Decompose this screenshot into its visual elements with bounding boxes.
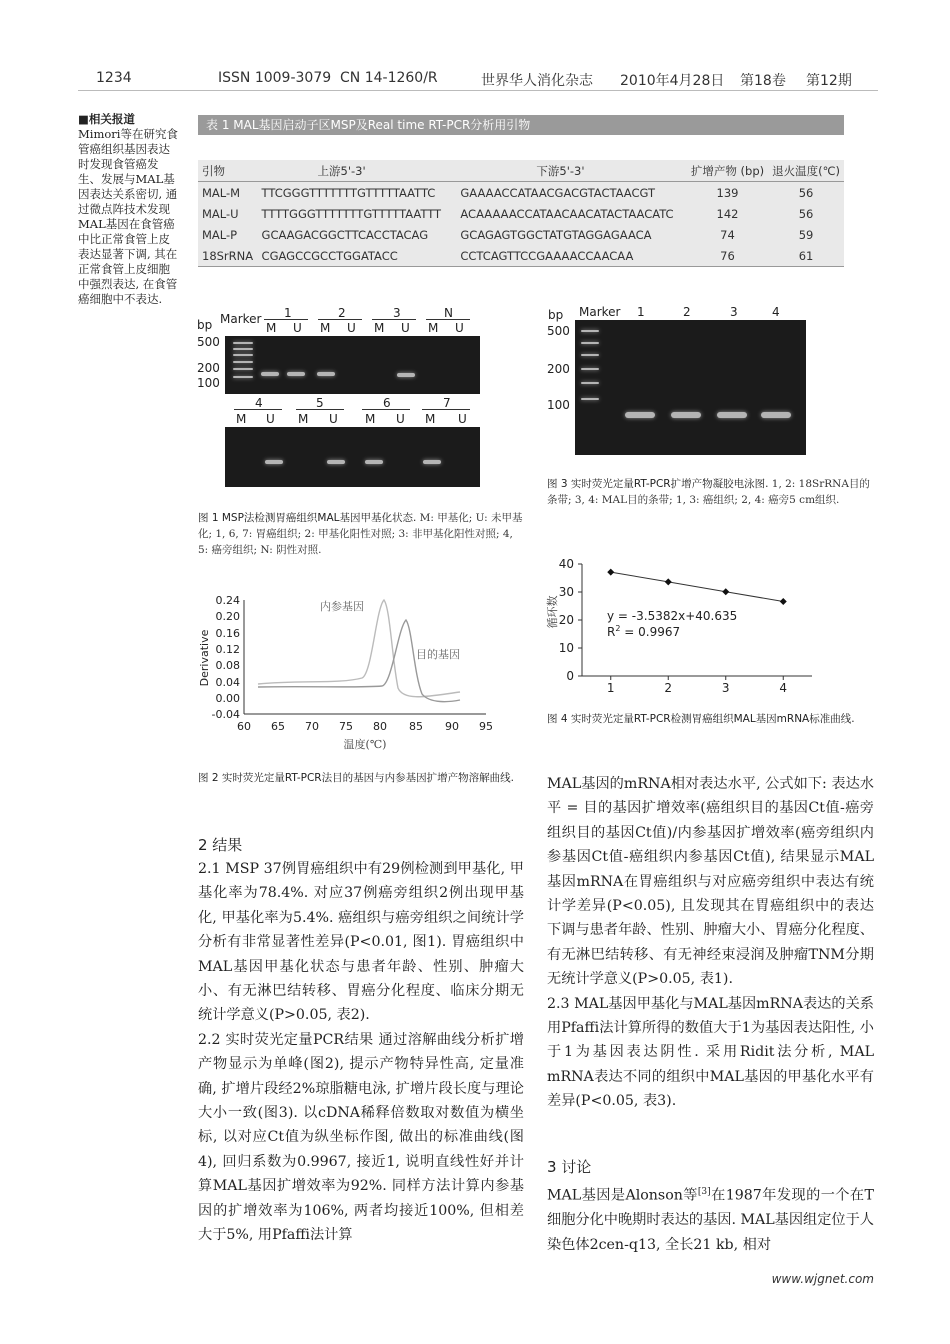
sample-band [365,460,383,464]
sample-band [397,373,415,377]
fig4-ytick-label: 20 [558,613,574,627]
ladder-band [233,354,253,356]
fig1-group-label: 3 [393,306,401,320]
primer-table [198,160,844,267]
sample-band [423,460,441,464]
cell-primer: MAL-P [202,227,238,242]
fig3-bp-label: bp [548,308,564,322]
fig3-lane-label: 1 [637,305,645,319]
fig4-r2 [607,624,680,639]
ladder-band [581,330,599,332]
fig2-ytick: -0.04 [211,708,240,721]
issn: ISSN 1009-3079 [218,70,332,86]
fig2-xtick: 95 [479,720,493,733]
fig4-data-point [722,588,729,595]
fig1-group-line [264,319,308,320]
fig4-ytick-label: 30 [558,585,574,599]
fig1-lane-m: M [236,412,247,426]
fig4-ytick-label: 0 [566,669,574,683]
fig4-data-point [780,598,787,605]
paragraph-2-3: 2.3 MAL基因甲基化与MAL基因mRNA表达的关系 用Pfaffi法计算所得的数值大于1为基因表达阳性, 小于1为基因表达阴性. 采用Ridit法分析, MAL mRNA表达不同的组织中MAL基因的甲基化水平有差异(P<0.05, 表3). [547,995,874,1110]
fig4-r2-value: = 0.9967 [620,625,681,639]
cell-primer: MAL-M [202,185,241,200]
fig2-ylabel: Derivative [198,629,211,687]
sample-band [287,372,305,376]
fig3-caption-text: 1, 2: 18SrRNA目的条带; 3, 4: MAL目的条带; 1, 3: 癌组织; 2, 4: 癌旁5 cm组织. [547,478,870,506]
cell-product: 142 [716,206,739,221]
fig3-lane-label: 2 [683,305,691,319]
fig2-ytick: 0.04 [215,676,240,689]
fig3-caption-title: 图 3 实时荧光定量RT-PCR扩增产物凝胶电泳图. [547,478,769,490]
fig1-group-label: N [444,306,453,320]
footer-url: www.wjgnet.com [771,1272,874,1286]
col-product: 扩增产物 (bp) [690,163,765,178]
ladder-band [581,342,599,344]
fig4-xtick-label: 2 [664,681,673,695]
table1-caption-bar [198,115,844,135]
fig3-ladder-200: 200 [547,362,570,376]
fig3-marker-label: Marker [579,305,621,319]
sidebar-title: ■相关报道 [78,112,135,126]
sample-band [671,412,701,418]
sidebar-text: Mimori等在研究食管癌组织基因表达时发现食管癌发生、发展与MAL基因表达关系密切, 通过微点阵技术发现MAL基因在食管癌中比正常食管上皮表达显著下调, 其在正常食管上皮细胞中强烈表达, 在食管癌细胞中不表达. [78,127,178,306]
sample-band [327,460,345,464]
fig1-lane-u: U [347,321,356,335]
page-header [78,68,878,91]
issue-number: 第12期 [806,73,852,89]
fig1-gel-top [225,336,480,394]
fig1-lane-u: U [458,412,467,426]
fig1-lane-m: M [365,412,376,426]
col-annealing: 退火温度(℃) [772,163,840,178]
fig1-group-line [422,409,470,410]
fig2-ytick: 0.24 [215,594,240,607]
cell-upstream: GCAAGACGGCTTCACCTACAG [261,227,429,242]
table1-caption: 表 1 MAL基因启动子区MSP及Real time RT-PCR分析用引物 [206,118,531,132]
fig1-group-label: 1 [284,306,292,320]
fig4-ylabel: 循环数 [546,595,559,629]
table-row [198,224,844,245]
cell-downstream: GAAAACCATAACGACGTACTAACGT [460,185,656,200]
fig4-xtick-label: 1 [606,681,615,695]
fig1-caption-title: 图 1 MSP法检测胃癌组织MAL基因甲基化状态. [198,512,417,524]
fig1-lane-m: M [425,412,436,426]
fig1-lane-m: M [428,321,439,335]
fig4-ytick-label: 10 [558,641,574,655]
fig4-trend-line [611,572,784,601]
fig1-bp-label: bp [197,318,213,332]
ladder-band [581,382,599,384]
fig2-annotation-ref: 内参基因 [320,600,364,613]
results-right-column [547,772,874,1114]
cell-downstream: CCTCAGTTCCGAAAACCAACAA [456,245,687,267]
fig1-lane-u: U [401,321,410,335]
sample-band [761,412,791,418]
fig1-lane-u: U [266,412,275,426]
fig3-ladder-100: 100 [547,398,570,412]
table-row [198,203,844,224]
cell-primer: MAL-U [202,206,239,221]
fig3-lane-label: 4 [772,305,780,319]
table-row [198,245,844,267]
cell-product: 76 [687,245,768,267]
fig4-r2-label: R [607,625,616,639]
fig2-ytick: 0.12 [215,643,240,656]
cell-annealing: 61 [768,245,844,267]
discussion-text-end: 在1987年发现的一个在T细胞分化中晚期时表达的基因. MAL基因组定位于人染色体2cen-q13, 全长21 kb, 相对 [547,1187,874,1253]
cell-product: 139 [716,185,739,200]
fig4-xtick-label: 3 [721,681,730,695]
cell-annealing: 56 [798,206,814,221]
fig4-caption-title: 图 4 实时荧光定量RT-PCR检测胃癌组织MAL基因mRNA标准曲线. [547,713,855,725]
fig1-group-line [318,319,362,320]
fig4-data-point [665,578,672,585]
discussion-text-start: MAL基因是Alonson等 [547,1187,698,1204]
col-downstream: 下游5'-3' [536,163,585,178]
fig1-lane-m: M [266,321,277,335]
fig4-equation: y = -3.5382x+40.635 [607,609,738,623]
fig2-xtick: 65 [271,720,285,733]
figure2-melting-curve [190,588,510,758]
cell-primer: 18SrRNA [198,245,258,267]
fig1-lane-m: M [320,321,331,335]
cell-upstream: TTTTGGGTTTTTTTGTTTTTAATTT [261,206,442,221]
fig1-group-label: 4 [255,396,263,410]
fig1-group-label: 7 [443,396,451,410]
fig2-xtick: 70 [305,720,319,733]
cn-number: CN 14-1260/R [340,70,438,86]
fig3-lane-label: 3 [730,305,738,319]
fig1-group-line [296,409,344,410]
fig3-gel [575,320,806,455]
sample-band [717,412,747,418]
figure2-caption [198,770,524,786]
fig1-lane-u: U [396,412,405,426]
fig2-caption-title: 图 2 实时荧光定量RT-PCR法目的基因与内参基因扩增产物溶解曲线. [198,772,514,784]
ladder-band [581,368,599,370]
paragraph-3 [547,1180,874,1257]
results-left-column [198,857,524,1248]
fig2-ytick: 0.08 [215,659,240,672]
fig1-group-line [234,409,282,410]
issue-date: 2010年4月28日 [620,73,725,89]
fig2-annotation-target: 目的基因 [416,648,460,661]
section-results-heading: 2 结果 [198,836,243,854]
fig2-xtick: 75 [339,720,353,733]
sample-band [265,460,283,464]
fig4-ytick-label: 40 [558,557,574,571]
journal-name: 世界华人消化杂志 [481,73,593,89]
cell-annealing: 59 [798,227,814,242]
fig4-data-point [607,569,614,576]
fig4-r2-sup: 2 [615,624,621,633]
table-header-row [198,160,844,182]
ladder-band [233,361,253,363]
citation-ref: [3] [697,1187,711,1197]
ladder-band [233,348,253,350]
fig1-group-label: 5 [316,396,324,410]
section-discussion-heading: 3 讨论 [547,1158,592,1176]
fig1-lane-m: M [298,412,309,426]
discussion-column [547,1180,874,1257]
ladder-band [581,354,599,356]
sample-band [625,412,655,418]
fig1-lane-m: M [374,321,385,335]
fig1-lane-u: U [329,412,338,426]
fig1-group-line [426,319,470,320]
fig1-lane-u: U [293,321,302,335]
fig3-ladder-500: 500 [547,324,570,338]
fig1-marker-label: Marker [220,312,262,326]
figure1-caption [198,510,524,558]
fig4-xtick-label: 4 [779,681,788,695]
fig1-group-line [372,319,416,320]
fig1-group-label: 6 [383,396,391,410]
fig1-lane-u: U [455,321,464,335]
fig2-ytick: 0.00 [215,692,240,705]
cell-downstream: ACAAAAACCATAACAACATACTAACATC [460,206,674,221]
fig1-group-label: 2 [338,306,346,320]
fig1-ladder-500: 500 [197,335,220,349]
fig2-xtick: 85 [409,720,423,733]
ladder-band [233,342,253,344]
fig2-ytick: 0.20 [215,610,240,623]
volume: 第18卷 [740,73,786,89]
fig1-caption-text: M: 甲基化; U: 未甲基化; 1, 6, 7: 胃癌组织; 2: 甲基化阳性对照; 3: 非甲基化阳性对照; 4, 5: 癌旁组织; N: 阴性对照. [198,512,523,556]
fig1-gel-bottom [225,427,480,487]
fig2-xtick: 80 [373,720,387,733]
col-primer: 引物 [202,163,225,178]
cell-upstream: TTCGGGTTTTTTTGTTTTTAATTC [261,185,436,200]
fig1-ladder-200: 200 [197,361,220,375]
cell-upstream: CGAGCCGCCTGGATACC [258,245,457,267]
fig2-ytick: 0.16 [215,627,240,640]
paragraph-2-2: 2.2 实时荧光定量PCR结果 通过溶解曲线分析扩增产物显示为单峰(图2), 提示产物特异性高, 定量准确, 扩增片段经2%琼脂糖电泳, 扩增片段长度与理论大小一致(图3). 以cDNA稀释倍数取对数值为横坐标, 以对应Ct值为纵坐标作图, 做出的标准曲线(图4), 回归系数为0.9967, 接近1, 说明直线性好并计算MAL基因扩增效率为92%. 同样方法计算内参基因的扩增效率为106%, 两者均接近100%, 但相差大于5%, 用Pfaffi法计算 [198,1031,524,1244]
fig1-group-line [362,409,410,410]
figure4-caption [547,711,875,727]
cell-product: 74 [720,227,735,242]
fig1-ladder-100: 100 [197,376,220,390]
sample-band [261,372,279,376]
paragraph-2-1: 2.1 MSP 37例胃癌组织中有29例检测到甲基化, 甲基化率为78.4%. 对应37例癌旁组织2例出现甲基化, 甲基化率为5.4%. 癌组织与癌旁组织之间统计学分析有非常显著性差异(P<0.01, 图1). 胃癌组织中MAL基因甲基化状态与患者年龄、性别、肿瘤大小、有无淋巴结转移、胃癌分化程度、临床分期无统计学意义(P>0.05, 表2). [198,861,524,1024]
figure3-caption [547,476,875,508]
page-number: 1234 [96,70,132,86]
cell-downstream: GCAGAGTGGCTATGTAGGAGAACA [460,227,652,242]
related-report-sidebar [78,112,180,307]
fig2-xlabel: 温度(℃) [343,738,387,751]
cell-annealing: 56 [798,185,814,200]
fig2-xtick: 60 [237,720,251,733]
sample-band [317,372,335,376]
fig2-xtick: 90 [445,720,459,733]
figure4-standard-curve-chart [540,550,820,695]
table-row [198,182,844,204]
ladder-band [233,376,253,378]
ladder-band [581,398,599,400]
col-upstream: 上游5'-3' [317,163,366,178]
paragraph-2-2-continued: MAL基因的mRNA相对表达水平, 公式如下: 表达水平 = 目的基因扩增效率(癌组织目的基因Ct值-癌旁组织目的基因Ct值)/内参基因扩增效率(癌旁组织内参基因Ct值-癌组织内参基因Ct值), 结果显示MAL基因mRNA在胃癌组织与对应癌旁组织中表达有统计学差异(P<0.05), 且发现其在胃癌组织中的表达下调与患者年龄、性别、肿瘤大小、胃癌分化程度、有无淋巴结转移、有无神经束浸润及肿瘤TNM分期无统计学意义(P>0.05, 表1). [547,776,874,988]
ladder-band [233,368,253,370]
